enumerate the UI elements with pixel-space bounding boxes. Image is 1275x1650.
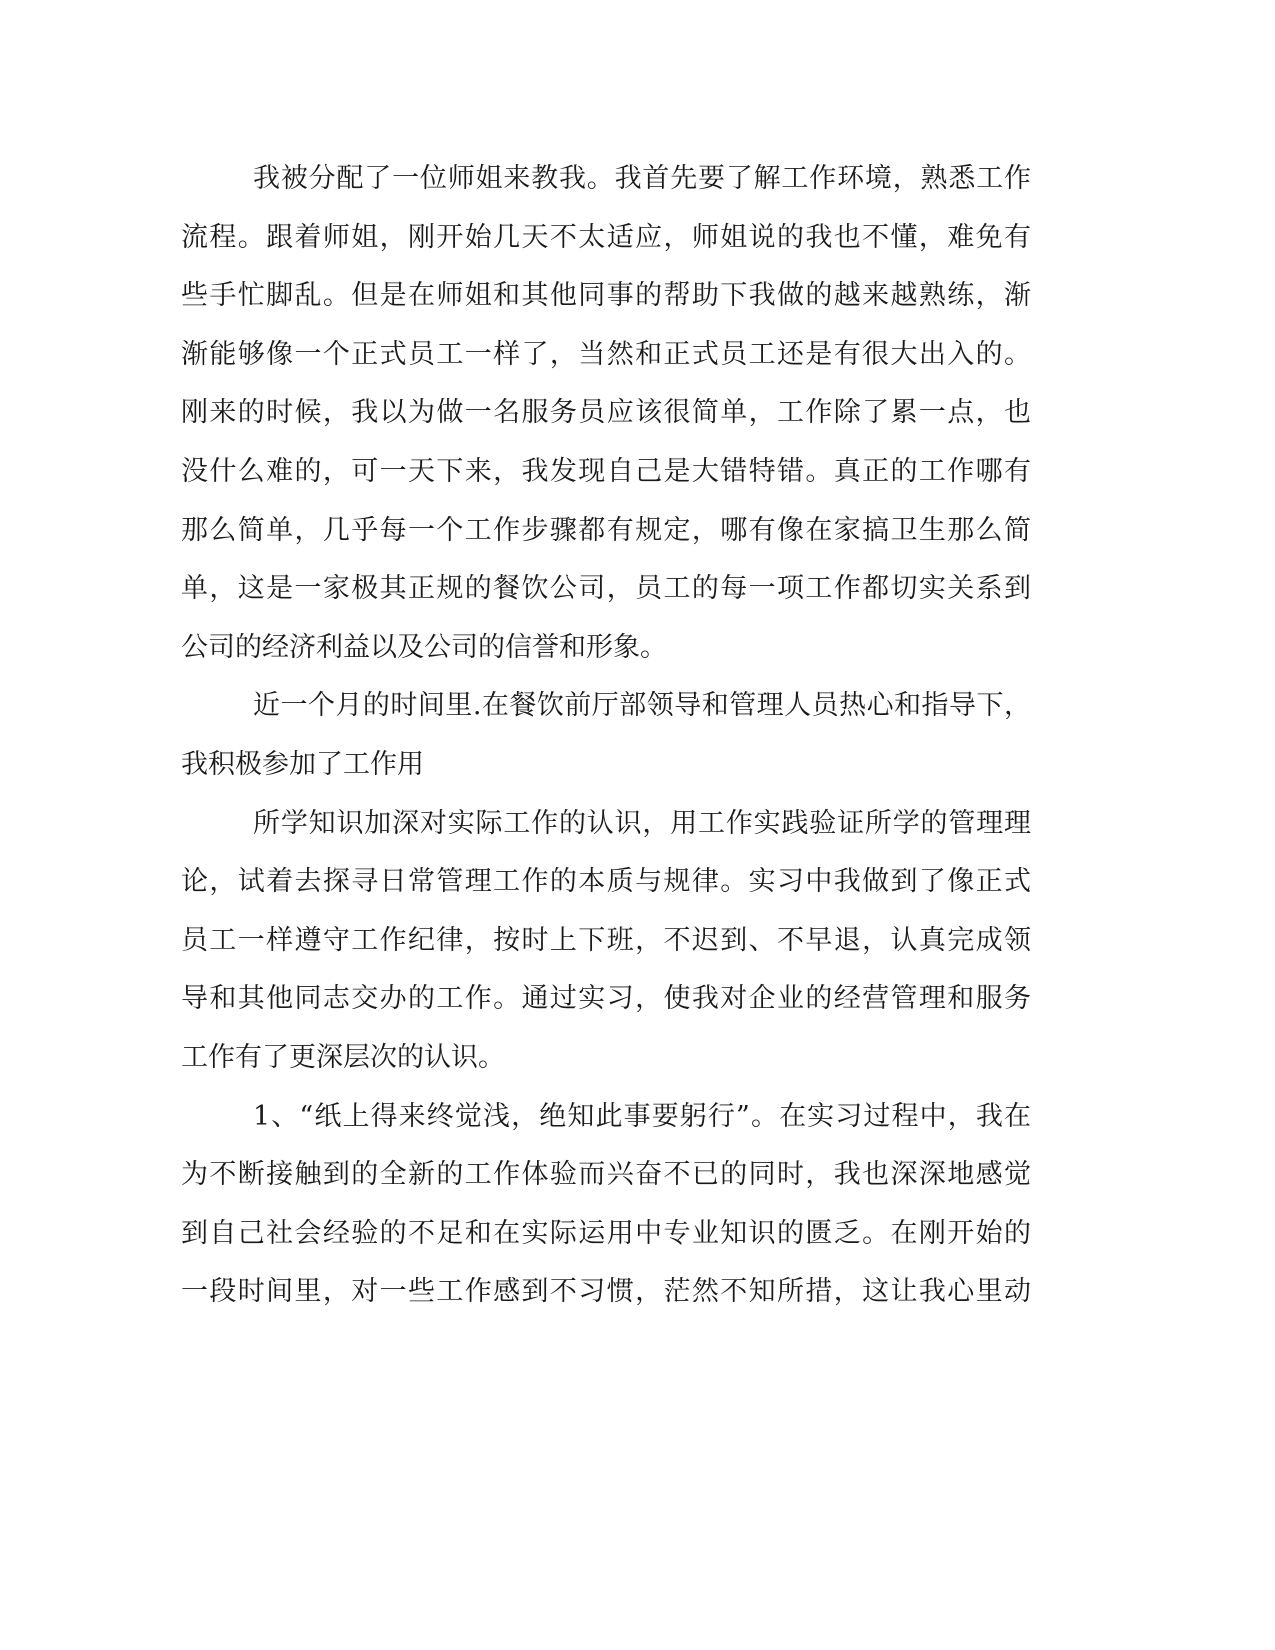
text-line: 1、“纸上得来终觉浅，绝知此事要躬行”。在实习过程中，我在 [253,1100,1031,1132]
text-line: 公司的经济利益以及公司的信誉和形象。 [181,631,667,663]
paragraph [181,1088,1031,1322]
text-line: 单，这是一家极其正规的餐饮公司，员工的每一项工作都切实关系到 [181,573,1031,605]
text-line: 所学知识加深对实际工作的认识，用工作实践验证所学的管理理 [253,807,1031,839]
text-line: 论，试着去探寻日常管理工作的本质与规律。实习中我做到了像正式 [181,866,1031,898]
text-line: 到自己社会经验的不足和在实际运用中专业知识的匮乏。在刚开始的 [181,1217,1031,1249]
text-line: 一段时间里，对一些工作感到不习惯，茫然不知所措，这让我心里动 [181,1276,1031,1308]
paragraph [181,795,1031,1088]
text-line: 近一个月的时间里.在餐饮前厅部领导和管理人员热心和指导下， [253,690,1031,722]
paragraph [181,150,1031,677]
text-line: 我积极参加了工作用 [181,748,424,780]
text-line: 导和其他同志交办的工作。通过实习，使我对企业的经营管理和服务 [181,983,1031,1015]
text-line: 些手忙脚乱。但是在师姐和其他同事的帮助下我做的越来越熟练，渐 [181,280,1031,312]
text-line: 没什么难的，可一天下来，我发现自己是大错特错。真正的工作哪有 [181,455,1031,487]
text-line: 员工一样遵守工作纪律，按时上下班，不迟到、不早退，认真完成领 [181,924,1031,956]
text-line: 流程。跟着师姐，刚开始几天不太适应，师姐说的我也不懂，难免有 [181,221,1031,253]
document-body [181,150,1031,1322]
text-line: 工作有了更深层次的认识。 [181,1041,505,1073]
text-line: 渐能够像一个正式员工一样了，当然和正式员工还是有很大出入的。 [181,338,1031,370]
paragraph [181,677,1031,794]
text-line: 那么简单，几乎每一个工作步骤都有规定，哪有像在家搞卫生那么简 [181,514,1031,546]
text-line: 为不断接触到的全新的工作体验而兴奋不已的同时，我也深深地感觉 [181,1159,1031,1191]
text-line: 我被分配了一位师姐来教我。我首先要了解工作环境，熟悉工作 [253,163,1031,194]
text-line: 刚来的时候，我以为做一名服务员应该很简单，工作除了累一点，也 [181,397,1031,429]
